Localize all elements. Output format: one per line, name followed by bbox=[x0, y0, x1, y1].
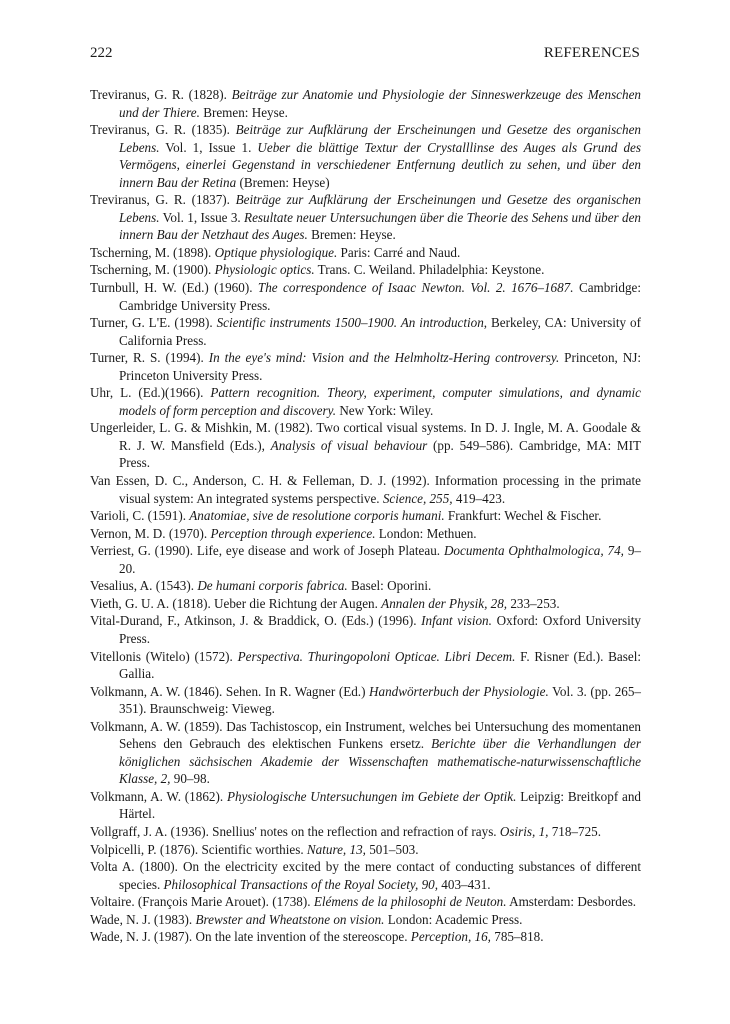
reference-entry bbox=[90, 349, 641, 384]
reference-text: Van Essen, D. C., Anderson, C. H. & Felleman, D. J. (1992). Information processing in the primate visual system: An integrated systems perspective. bbox=[90, 473, 641, 506]
reference-title: Elémens de la philosophi de Neuton. bbox=[313, 894, 507, 910]
reference-text: Oxford: Oxford University Press. bbox=[119, 613, 641, 646]
reference-text: Volkmann, A. W. (1862). bbox=[90, 788, 227, 804]
reference-entry bbox=[90, 928, 641, 946]
reference-entry bbox=[90, 858, 641, 893]
reference-text: 785–818. bbox=[490, 929, 544, 945]
reference-title: Science, 255, bbox=[382, 490, 453, 506]
reference-title: Optique physiologique. bbox=[214, 244, 338, 260]
reference-text: 718–725. bbox=[548, 823, 601, 839]
reference-text: Vernon, M. D. (1970). bbox=[90, 525, 211, 541]
reference-text: Tscherning, M. (1898). bbox=[90, 244, 215, 260]
reference-text: Leipzig: Breitkopf and Härtel. bbox=[119, 788, 641, 822]
reference-entry bbox=[90, 507, 641, 525]
reference-title: In the eye's mind: Vision and the Helmholtz-Hering controversy. bbox=[208, 350, 560, 366]
reference-text: Basel: Oporini. bbox=[347, 578, 432, 594]
reference-entry bbox=[90, 86, 641, 121]
running-head: REFERENCES bbox=[543, 45, 640, 61]
reference-text: Treviranus, G. R. (1835). bbox=[90, 122, 236, 138]
reference-text: Cambridge: Cambridge University Press. bbox=[119, 280, 641, 313]
reference-text: Turner, R. S. (1994). bbox=[90, 350, 209, 366]
reference-text: Vesalius, A. (1543). bbox=[90, 578, 198, 594]
reference-entry bbox=[90, 841, 641, 859]
reference-entry bbox=[90, 648, 641, 683]
reference-text: (pp. 549–586). Cambridge, MA: MIT Press. bbox=[119, 437, 641, 471]
reference-title: Physiologic optics. bbox=[214, 262, 315, 278]
reference-text: Varioli, C. (1591). bbox=[90, 508, 190, 524]
reference-text: F. Risner (Ed.). Basel: Gallia. bbox=[119, 648, 641, 682]
reference-title: Beiträge zur Aufklärung der Erscheinungen und Gesetze des organischen Lebens. bbox=[119, 192, 641, 225]
reference-entry bbox=[90, 314, 641, 349]
reference-title: Beiträge zur Anatomie und Physiologie der Sinneswerkzeuge des Menschen und der Thiere. bbox=[119, 87, 641, 120]
reference-entry bbox=[90, 577, 641, 595]
reference-text: Wade, N. J. (1987). On the late invention of the stereoscope. bbox=[90, 929, 411, 945]
reference-entry bbox=[90, 911, 641, 929]
reference-entry bbox=[90, 384, 641, 419]
reference-title: Perspectiva. Thuringopoloni Opticae. Libri Decem. bbox=[237, 648, 516, 664]
page-header bbox=[90, 45, 640, 65]
reference-title: Philosophical Transactions of the Royal Society, 90, bbox=[163, 876, 439, 892]
reference-title: Infant vision. bbox=[421, 613, 492, 629]
reference-title: Brewster and Wheatstone on vision. bbox=[195, 911, 385, 927]
reference-text: Princeton, NJ: Princeton University Press. bbox=[119, 350, 641, 383]
reference-entry bbox=[90, 244, 641, 262]
reference-text: 90–98. bbox=[170, 771, 210, 787]
reference-text: London: Academic Press. bbox=[384, 911, 523, 927]
reference-entry bbox=[90, 788, 641, 823]
reference-text: Frankfurt: Wechel & Fischer. bbox=[444, 508, 602, 524]
reference-text: Vieth, G. U. A. (1818). Ueber die Richtung der Augen. bbox=[90, 595, 382, 611]
reference-entry bbox=[90, 279, 641, 314]
reference-text: Bremen: Heyse. bbox=[199, 104, 288, 120]
reference-title: Resultate neuer Untersuchungen über die Theorie des Sehens und über den innern Bau der Netzhaut des Auges. bbox=[119, 209, 641, 243]
reference-title: Anatomiae, sive de resolutione corporis humani. bbox=[189, 508, 445, 524]
reference-text: Volkmann, A. W. (1846). Sehen. In R. Wagner (Ed.) bbox=[90, 683, 370, 699]
reference-text: 403–431. bbox=[438, 876, 491, 892]
reference-text: Volpicelli, P. (1876). Scientific worthies. bbox=[90, 841, 307, 857]
reference-entry bbox=[90, 893, 641, 911]
reference-title: Berichte über die Verhandlungen der königlichen sächsischen Akademie der Wissenschaften mathematische-naturwissenschaftliche Klasse, 2, bbox=[119, 736, 641, 787]
reference-entry bbox=[90, 612, 641, 647]
reference-entry bbox=[90, 472, 641, 507]
reference-entry bbox=[90, 683, 641, 718]
reference-entry bbox=[90, 121, 641, 191]
reference-entry bbox=[90, 525, 641, 543]
reference-title: Scientific instruments 1500–1900. An introduction bbox=[216, 315, 484, 331]
reference-entry bbox=[90, 191, 641, 244]
reference-title: Handwörterbuch der Physiologie. bbox=[369, 683, 549, 699]
reference-text: 233–253. bbox=[507, 595, 560, 611]
reference-title: Osiris, 1, bbox=[499, 823, 549, 839]
reference-title: Perception, 16, bbox=[410, 929, 491, 945]
reference-entry bbox=[90, 718, 641, 788]
reference-text: Vol. 3. (pp. 265–351). Braunschweig: Vieweg. bbox=[119, 683, 641, 717]
reference-text: (Bremen: Heyse) bbox=[236, 174, 330, 190]
reference-text: Turner, G. L'E. (1998). bbox=[90, 315, 217, 331]
reference-title: Pattern recognition. Theory, experiment, computer simulations, and dynamic models of form perception and discovery. bbox=[119, 385, 641, 418]
reference-text: Trans. C. Weiland. Philadelphia: Keystone. bbox=[314, 262, 545, 278]
page-number: 222 bbox=[90, 45, 113, 61]
reference-text: Vitellonis (Witelo) (1572). bbox=[90, 648, 238, 664]
reference-text: London: Methuen. bbox=[375, 525, 477, 541]
reference-text: Paris: Carré and Naud. bbox=[337, 244, 461, 260]
reference-entry bbox=[90, 595, 641, 613]
reference-text: Uhr, L. (Ed.)(1966). bbox=[90, 385, 211, 401]
reference-title: Nature, 13, bbox=[306, 841, 366, 857]
reference-entry bbox=[90, 261, 641, 279]
reference-text: Tscherning, M. (1900). bbox=[90, 262, 215, 278]
reference-text: Volkmann, A. W. (1859). Das Tachistoscop, ein Instrument, welches bei Untersuchung des momentanen Sehens den Gebrauch des elektischen Funkens ersetz. bbox=[90, 718, 641, 752]
reference-text: Vol. 1, Issue 3. bbox=[159, 209, 245, 225]
reference-title: Analysis of visual behaviour bbox=[270, 437, 428, 453]
reference-title: Perception through experience. bbox=[210, 525, 376, 541]
reference-text: Volta A. (1800). On the electricity excited by the mere contact of conducting substances of different species. bbox=[90, 859, 641, 892]
reference-text: Treviranus, G. R. (1828). bbox=[90, 87, 232, 102]
reference-text: , Berkeley, CA: University of California Press. bbox=[119, 315, 641, 348]
reference-text: Turnbull, H. W. (Ed.) (1960). bbox=[90, 280, 258, 296]
reference-title: The correspondence of Isaac Newton. Vol. 2. 1676–1687. bbox=[257, 280, 574, 296]
reference-text: Bremen: Heyse. bbox=[307, 227, 396, 243]
reference-title: Ueber die blättige Textur der Crystalllinse des Auges als Grund des Vermögens, einerlei Gegenstand in verschiedener Entfernung deutlich zu sehen, und über den innern Bau der Retina bbox=[119, 139, 641, 190]
reference-title: Annalen der Physik, 28, bbox=[381, 595, 508, 611]
reference-text: 501–503. bbox=[365, 841, 419, 857]
reference-entry bbox=[90, 419, 641, 472]
reference-text: Voltaire. (François Marie Arouet). (1738). bbox=[90, 894, 314, 910]
reference-text: New York: Wiley. bbox=[336, 402, 434, 418]
reference-title: Physiologische Untersuchungen im Gebiete der Optik. bbox=[226, 788, 517, 804]
reference-list bbox=[90, 86, 641, 946]
reference-title: Beiträge zur Aufklärung der Erscheinungen und Gesetze des organischen Lebens. bbox=[119, 122, 641, 155]
reference-text: Vol. 1, Issue 1. bbox=[159, 139, 258, 155]
reference-text: Treviranus, G. R. (1837). bbox=[90, 192, 236, 208]
reference-text: Ungerleider, L. G. & Mishkin, M. (1982). Two cortical visual systems. In D. J. Ingle, M. A. Goodale & R. J. W. Mansfield (Eds.), bbox=[90, 420, 641, 453]
reference-title: Documenta Ophthalmologica, 74, bbox=[443, 543, 624, 559]
reference-text: Verriest, G. (1990). Life, eye disease and work of Joseph Plateau. bbox=[90, 543, 444, 559]
reference-text: Vollgraff, J. A. (1936). Snellius' notes on the reflection and refraction of rays. bbox=[90, 823, 500, 839]
reference-text: 9–20. bbox=[119, 543, 641, 576]
reference-title: De humani corporis fabrica. bbox=[197, 578, 348, 594]
reference-entry bbox=[90, 823, 641, 841]
reference-entry bbox=[90, 542, 641, 577]
reference-text: Wade, N. J. (1983). bbox=[90, 911, 196, 927]
reference-text: Amsterdam: Desbordes. bbox=[506, 894, 637, 910]
reference-text: Vital-Durand, F., Atkinson, J. & Braddick, O. (Eds.) (1996). bbox=[90, 613, 422, 629]
reference-text: 419–423. bbox=[452, 490, 506, 506]
